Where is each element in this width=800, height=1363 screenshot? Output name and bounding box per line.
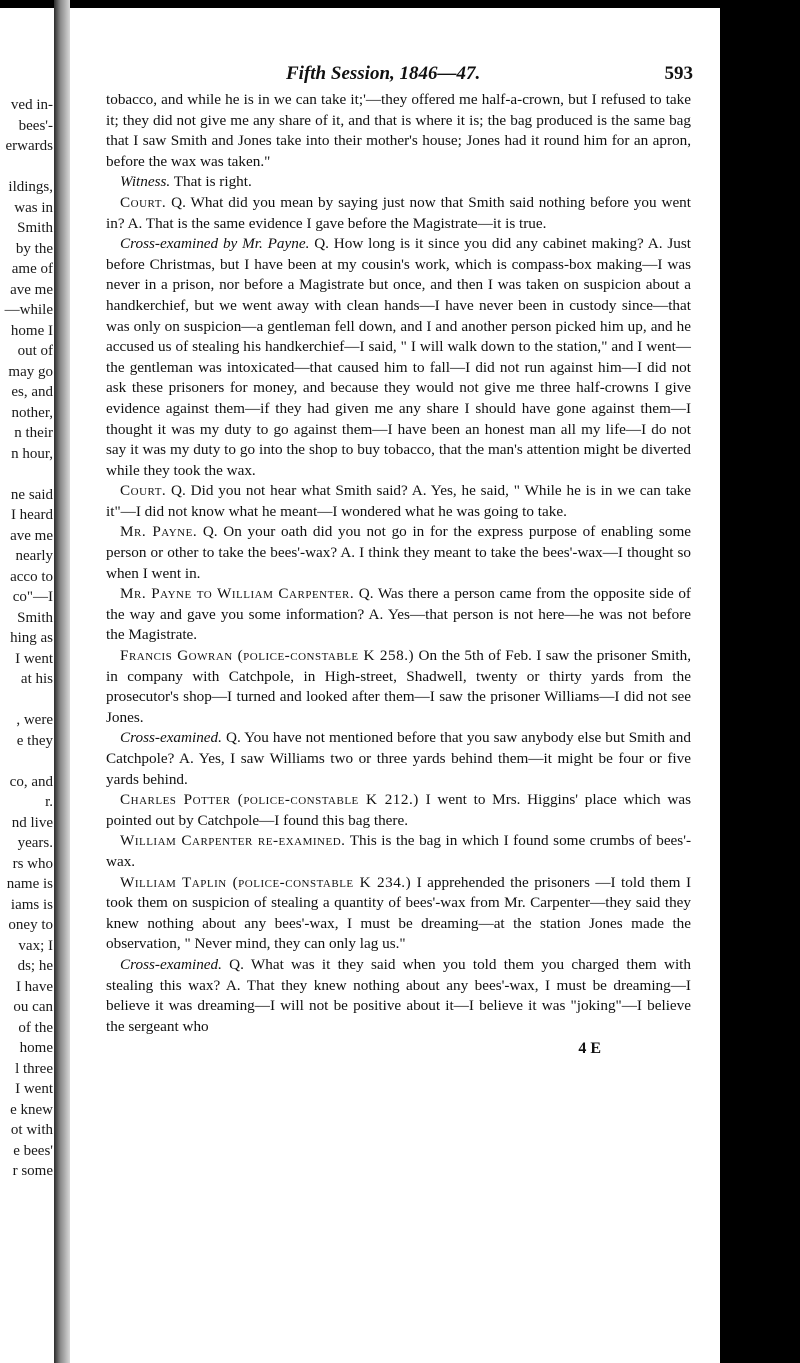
left-page-fragment: bees'- (18, 117, 53, 134)
paragraph-9 (106, 728, 691, 790)
left-page-fragment: —while (4, 302, 53, 318)
paragraph-text: Q. How long is it since you did any cabinet making? A. Just before Christmas, but I have been at my cousin's work, which is compass-box making—I was never in a prison, nor before a Magistrate but once, and then I was taken on suspicion about a handkerchief, but we went away with clean hands—I have never been in custody since—that was only on suspicion—a gentleman fell down, and I and another person picked him up, and he accused us of stealing his handkerchief—I said, " I will walk down to the station," and I went—the gentleman was intoxicated—that caused him to fall—I did not run against him—I did not ask these prisoners for money, and because they would not give me three half-crowns I give evidence against them—if they had given me any share I should have gone against them—I thought it was my duty to go against them—I have been an honest man all my life—I do not say it was my duty to go into the shop to buy tobacco, that the man's attention might be diverted while they took the wax. (106, 235, 691, 479)
paragraph-text: Q. On your oath did you not go in for the express purpose of enabling some person or other to take the bees'-wax? A. I think they meant to take the bees'-wax—I thought so when I went in. (106, 523, 691, 582)
left-page-fragment: rs who (12, 855, 53, 872)
left-page-fragment: ne said (10, 486, 53, 503)
left-page-fragment: nd live (11, 814, 53, 831)
left-page-fragment: es, and (11, 384, 53, 400)
paragraph-8 (106, 646, 691, 728)
left-page-fragment: I went (15, 1081, 53, 1097)
paragraph-text: On the 5th of Feb. I saw the prisoner Smith, in company with Catchpole, in High-street, Shadwell, twenty or thirty yards from the prosecutor's shop—I turned and looked after them—I saw the prisoner Williams—I did not see Jones. (106, 647, 691, 726)
left-page-fragment: n their (14, 425, 53, 441)
paragraph-text: Q. You have not mentioned before that you saw anybody else but Smith and Catchpole? A. Yes, I saw Williams two or three yards behind them—it might be four or five yards behind. (106, 729, 691, 788)
left-page-fragment (0, 157, 54, 178)
left-page-fragment: ot with (10, 1122, 53, 1138)
left-page-fragment: name is (6, 876, 53, 892)
paragraph-11 (106, 831, 691, 872)
paragraph-text: Q. What was it they said when you told them you charged them with stealing this wax? A. That they knew nothing about any bees'-wax, I must be dreaming—I believe it was dreaming—I will not be positive about it—I believe it was "joking"—I believe the sergeant who (106, 955, 691, 1035)
paragraph-2 (106, 172, 691, 193)
left-page-fragment: oney to (8, 917, 53, 933)
speaker-label: Francis Gowran (police-constable K 258.) (120, 647, 415, 665)
paragraph-1: tobacco, and while he is in we can take it;'—they offered me half-a-crown, but I refused to take it; they did not give me any share of it, and that is where it is; the bag produced is the same bag that I saw Smith and Jones take into their mother's house; Jones had it round him for an apron, before the wax was taken." (106, 91, 691, 170)
speaker-label: Cross-examined by Mr. Payne. (120, 235, 310, 253)
left-page-fragment: , were (16, 712, 53, 728)
paragraph-text: I apprehended the prisoners —I told them I took them on suspicion of stealing a quantity of bees'-wax from Mr. Carpenter—they said they knew nothing about any bees'-wax, I must be dreaming—at the station Jones made the observation, " Never mind, they can only lag us." (106, 873, 691, 953)
left-page-fragment: nother, (11, 404, 53, 421)
paragraph-text: That is right. (170, 173, 252, 191)
left-page-fragment: r some (12, 1163, 53, 1179)
speaker-label: Court. (120, 193, 167, 211)
left-page-fragment (0, 464, 54, 485)
left-page-fragment: at his (20, 671, 53, 687)
speaker-label: Mr. Payne. (120, 523, 198, 541)
paragraph-text: I went to Mrs. Higgins' place which was pointed out by Catchpole—I found this bag there. (106, 791, 691, 829)
page-number: 593 (664, 63, 693, 84)
left-page-fragment: ou can (13, 999, 53, 1015)
left-page-fragment: ds; he (17, 958, 53, 974)
left-page-fragment: may go (8, 363, 53, 380)
left-page-fragment: Smith (17, 220, 53, 236)
left-page-fragment: ave me (10, 281, 53, 298)
left-page-fragment: I heard (10, 507, 53, 523)
speaker-label: William Carpenter re-examined. (120, 832, 346, 850)
speaker-label: Mr. Payne to William Carpenter. (120, 585, 355, 603)
left-page-fragment: acco to (10, 568, 53, 585)
speaker-label: Cross-examined. (120, 955, 222, 973)
paragraph-text: Q. Was there a person came from the opposite side of the way and gave you some information? A. Yes—that person is not here—he was not before the Magistrate. (106, 585, 691, 644)
left-page-fragment: co, and (9, 773, 53, 790)
left-page-fragment: co"—I (12, 589, 53, 605)
left-page-fragment: e knew (10, 1101, 53, 1118)
left-page-fragment: by the (15, 240, 53, 257)
left-page-fragment: ildings, (8, 179, 53, 195)
paragraph-6 (106, 522, 691, 584)
left-page-fragment: I have (15, 978, 53, 995)
paragraph-13 (106, 955, 691, 1037)
scan-top-edge (0, 0, 800, 8)
left-page-fragment: n hour, (11, 445, 53, 462)
paragraph-7 (106, 584, 691, 646)
scan-right-edge (720, 0, 800, 1363)
left-page-fragment: nearly (15, 548, 53, 564)
left-page-fragment: out of (17, 343, 53, 359)
left-page-fragment: hing as (10, 630, 53, 646)
left-page-fragment (0, 690, 54, 711)
left-page-fragment: vax; I (18, 937, 53, 954)
page (106, 58, 691, 1060)
speaker-label: Witness. (120, 173, 171, 191)
left-page-fragment (0, 751, 54, 772)
paragraph-text: This is the bag in which I found some crumbs of bees'-wax. (106, 832, 692, 870)
speaker-label: Court. (120, 482, 167, 500)
book-gutter (54, 0, 70, 1363)
paragraph-12 (106, 873, 691, 955)
paragraph-3 (106, 193, 691, 234)
page-header (106, 58, 691, 90)
left-page-fragment: I went (15, 650, 53, 667)
left-page-fragment: ved in- (10, 97, 53, 113)
paragraph-text: Q. Did you not hear what Smith said? A. Yes, he said, " While he is in we can take it"—I did not know what he meant—I wondered what he was going to take. (106, 482, 691, 520)
paragraph-5 (106, 481, 691, 522)
left-page-fragment: l three (15, 1060, 53, 1077)
left-page-fragment: ave me (10, 527, 53, 544)
left-page-fragment: years. (17, 835, 53, 851)
paragraph-text: Q. What did you mean by saying just now that Smith said nothing before you went in? A. That is the same evidence I gave before the Magistrate—it is true. (106, 193, 691, 232)
speaker-label: William Taplin (police-constable K 234.) (120, 873, 412, 891)
paragraph-4 (106, 234, 691, 481)
left-page-margin (0, 95, 54, 1182)
left-page-fragment: home (19, 1040, 53, 1056)
paragraph-10 (106, 790, 691, 831)
left-page-fragment: Smith (17, 609, 53, 626)
left-page-fragment: e they (16, 732, 53, 749)
left-page-fragment: of the (18, 1019, 53, 1036)
left-page-fragment: ame of (11, 261, 53, 277)
signature-mark: 4 E (578, 1040, 601, 1058)
left-page-fragment: home I (10, 322, 53, 339)
left-page-fragment: iams is (10, 896, 53, 913)
running-head: Fifth Session, 1846—47. (286, 63, 481, 84)
left-page-fragment: e bees' (13, 1142, 53, 1159)
speaker-label: Cross-examined. (120, 729, 222, 747)
left-page-fragment: was in (14, 199, 53, 216)
speaker-label: Charles Potter (police-constable K 212.) (120, 791, 419, 809)
left-page-fragment: erwards (5, 138, 53, 154)
left-page-fragment: r. (45, 794, 53, 810)
